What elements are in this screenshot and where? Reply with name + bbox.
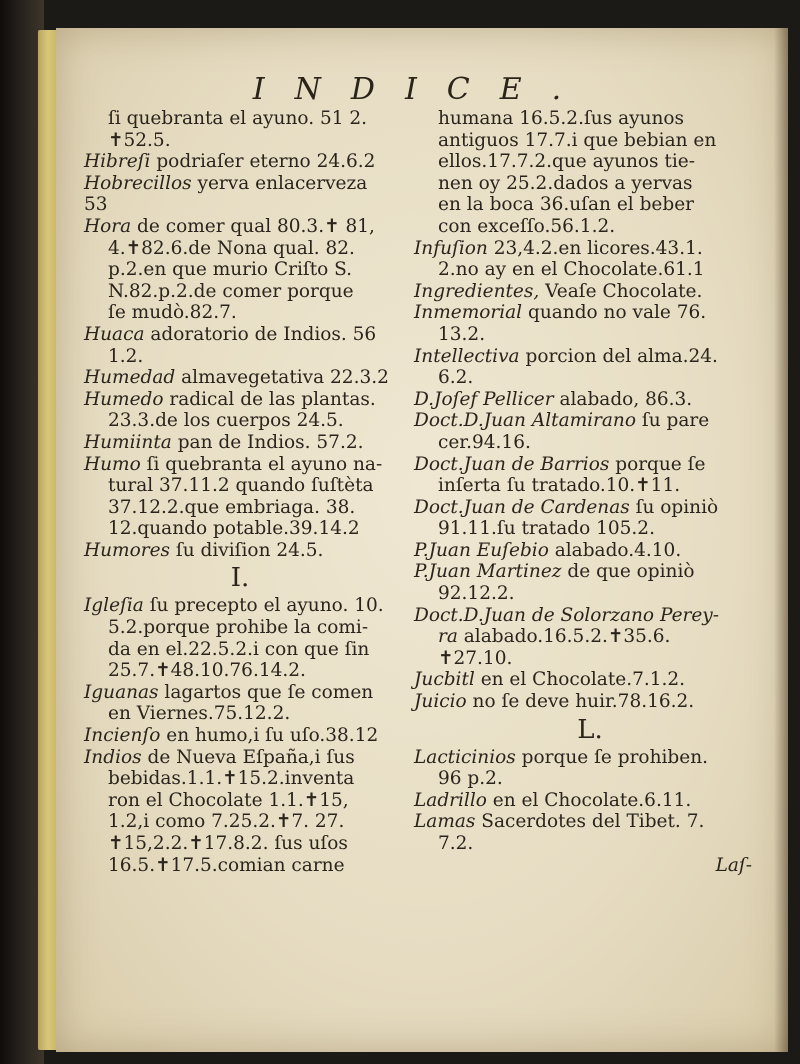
index-text: ✝15,2.2.✝17.8.2. ſus uſos [108, 833, 348, 854]
index-keyword: Lacticinios [414, 746, 516, 768]
index-keyword: Doct.D.Juan de Solorzano Perey- [414, 604, 720, 626]
index-text: no ſe deve huir.78.16.2. [466, 691, 695, 713]
index-keyword: Doct.D.Juan Altamirano [414, 410, 636, 432]
index-text: lagartos que ſe comen [158, 681, 374, 703]
index-keyword: Hobrecillos [84, 172, 192, 194]
index-entry-continuation [84, 768, 396, 790]
index-entry-continuation [84, 259, 396, 281]
index-entry [414, 410, 766, 432]
index-text: 37.12.2.que embriaga. 38. [108, 496, 356, 518]
index-text: antiguos 17.7.i que bebian en [438, 129, 717, 151]
index-entry-continuation [414, 259, 766, 281]
index-entry [84, 324, 396, 346]
index-entry [414, 238, 766, 260]
index-entry-continuation [414, 216, 766, 238]
catchword: Laſ- [715, 854, 752, 876]
index-text: de Nueva Eſpaña,i ſus [141, 746, 355, 768]
index-entry-continuation [84, 518, 396, 540]
index-text: ſu pare [635, 410, 710, 432]
index-entry [84, 389, 396, 411]
index-entry [84, 173, 396, 216]
index-entry [414, 540, 766, 562]
index-keyword: P.Juan Martinez [414, 561, 562, 583]
page-gutter-shadow [774, 28, 788, 1052]
index-entry-continuation [414, 108, 766, 130]
index-entry-continuation [414, 768, 766, 790]
index-text: radical de las plantas. [163, 388, 376, 410]
index-keyword: Humores [84, 539, 171, 561]
index-text: en humo,i ſu uſo.38.12 [160, 725, 379, 747]
index-entry-continuation [414, 130, 766, 152]
index-text: 7.2. [438, 833, 474, 854]
index-text: p.2.en que murio Criſto S. [108, 259, 353, 281]
index-keyword: Ingredientes, [414, 280, 540, 302]
index-keyword: Inmemorial [414, 302, 523, 324]
index-entry-continuation [414, 151, 766, 173]
index-text: ✝52.5. [108, 129, 171, 151]
index-keyword: Hibreſi [84, 151, 151, 173]
index-text: porque ſe prohiben. [515, 746, 708, 768]
index-text: quando no vale 76. [522, 302, 707, 324]
index-keyword: Intellectiva [414, 345, 520, 367]
index-text: Sacerdotes del Tibet. 7. [475, 811, 705, 833]
index-entry-continuation [414, 324, 766, 346]
index-entry-continuation [414, 833, 766, 855]
index-text: 13.2. [438, 323, 486, 345]
index-entry [414, 747, 766, 769]
index-entry [414, 605, 766, 627]
index-keyword: Doct.Juan de Cardenas [414, 496, 630, 518]
index-entry [84, 682, 396, 704]
index-text: ſu diviſion 24.5. [170, 539, 324, 561]
index-keyword: Indios [84, 746, 142, 768]
index-entry-continuation [84, 238, 396, 260]
index-text: 1.2,i como 7.25.2.✝7. 27. [108, 811, 345, 833]
index-text: en el Chocolate.7.1.2. [474, 669, 686, 691]
page-edge-gilded [38, 30, 58, 1050]
index-keyword: Incienſo [84, 725, 161, 747]
index-text: ſe mudò.82.7. [108, 302, 237, 324]
index-text: 16.5.✝17.5.comian carne [108, 854, 345, 876]
index-keyword: Lamas [414, 811, 476, 833]
index-text: 6.2. [438, 367, 474, 389]
index-text: pan de Indios. 57.2. [171, 431, 364, 453]
index-text: ſu opiniò [629, 496, 719, 518]
index-text: alabado.4.10. [548, 539, 682, 561]
index-entry [414, 346, 766, 368]
index-entry [414, 669, 766, 691]
index-entry [84, 216, 396, 238]
index-entry-continuation [414, 475, 766, 497]
index-entry-continuation [414, 583, 766, 605]
index-entry-continuation [84, 790, 396, 812]
index-text: ellos.17.7.2.que ayunos tie- [438, 151, 695, 173]
index-text: adoratorio de Indios. 56 [144, 323, 377, 345]
index-entry [414, 454, 766, 476]
index-text: da en el.22.5.2.i con que ſin [108, 638, 370, 660]
book-page [56, 28, 788, 1052]
index-text: alabado, 86.3. [553, 388, 693, 410]
index-entry [84, 595, 396, 617]
index-text: en el Chocolate.6.11. [486, 789, 692, 811]
index-keyword: Infuſion [414, 237, 488, 259]
index-text: ✝27.10. [438, 647, 513, 669]
index-text: porque ſe [609, 453, 706, 475]
index-entry-continuation [84, 617, 396, 639]
page-header: INDICE. [252, 72, 592, 107]
index-text: 23.3.de los cuerpos 24.5. [108, 410, 344, 432]
index-column-left [84, 108, 396, 876]
index-keyword: ra [438, 626, 458, 648]
index-text: humana 16.5.2.ſus ayunos [438, 108, 685, 129]
index-text: ſi quebranta el ayuno na- [140, 453, 383, 475]
index-entry-continuation [84, 811, 396, 833]
index-text: 12.quando potable.39.14.2 [108, 518, 360, 540]
index-entry-continuation [84, 497, 396, 519]
index-entry-continuation [84, 660, 396, 682]
index-entry-continuation [84, 475, 396, 497]
index-keyword: P.Juan Euſebio [414, 539, 549, 561]
index-text: N.82.p.2.de comer porque [108, 280, 354, 302]
index-entry-continuation [414, 173, 766, 195]
index-entry-continuation [84, 639, 396, 661]
index-entry [84, 454, 396, 476]
index-keyword: Iguanas [84, 681, 159, 703]
index-keyword: Huaca [84, 323, 145, 345]
index-text: 91.11.ſu tratado 105.2. [438, 518, 655, 540]
index-entry [414, 389, 766, 411]
index-entry [84, 725, 396, 747]
index-keyword: Doct.Juan de Barrios [414, 453, 610, 475]
index-column-right [414, 108, 766, 876]
index-entry-continuation [414, 194, 766, 216]
index-text: tural 37.11.2 quando ſuſtèta [108, 475, 374, 497]
index-entry-continuation [84, 302, 396, 324]
index-text: en la boca 36.uſan el beber [438, 194, 695, 216]
index-entry [84, 367, 396, 389]
index-entry-continuation [84, 410, 396, 432]
index-text: cer.94.16. [438, 431, 531, 453]
index-text: Veaſe Chocolate. [539, 280, 703, 302]
index-entry [84, 151, 396, 173]
index-entry [414, 497, 766, 519]
index-entry [414, 811, 766, 833]
index-text: yerva enlacerveza 53 [84, 172, 368, 216]
index-entry [84, 747, 396, 769]
index-text: nen oy 25.2.dados a yervas [438, 172, 693, 194]
index-entry-continuation [84, 130, 396, 152]
index-text: en Viernes.75.12.2. [108, 703, 291, 725]
index-entry [414, 790, 766, 812]
index-text: almavegetativa 22.3.2 [175, 367, 389, 389]
index-text: con exceſſo.56.1.2. [438, 215, 616, 237]
index-text: de comer qual 80.3.✝ 81, [131, 215, 375, 237]
index-text: 96 p.2. [438, 768, 503, 790]
index-keyword: Ladrillo [414, 789, 487, 811]
index-entry-continuation [84, 281, 396, 303]
index-text: ſu precepto el ayuno. 10. [143, 595, 384, 617]
index-text: 1.2. [108, 345, 144, 367]
index-text: ron el Chocolate 1.1.✝15, [108, 789, 349, 811]
index-text: bebidas.1.1.✝15.2.inventa [108, 768, 355, 790]
index-entry [414, 302, 766, 324]
index-entry-continuation [84, 855, 396, 877]
index-text: inſerta ſu tratado.10.✝11. [438, 475, 681, 497]
index-text: 4.✝82.6.de Nona qual. 82. [108, 237, 355, 259]
section-letter: L. [577, 714, 603, 745]
index-entry-continuation [84, 833, 396, 855]
index-entry-continuation [84, 703, 396, 725]
index-keyword: Humiinta [84, 431, 172, 453]
index-keyword: Hora [84, 215, 132, 237]
index-keyword: D.Joſef Pellicer [414, 388, 554, 410]
index-text: alabado.16.5.2.✝35.6. [457, 626, 671, 648]
index-entry [414, 691, 766, 713]
index-text: 2.no ay en el Chocolate.61.1 [438, 259, 705, 281]
index-entry-continuation [84, 108, 396, 130]
index-entry-continuation [414, 518, 766, 540]
index-text: 25.7.✝48.10.76.14.2. [108, 660, 306, 682]
index-keyword: Jucbitl [414, 669, 475, 691]
index-entry-continuation [84, 346, 396, 368]
index-keyword: Humo [84, 453, 141, 475]
index-text: 5.2.porque prohibe la comi- [108, 617, 369, 639]
index-entry [414, 561, 766, 583]
index-text: podriaſer eterno 24.6.2 [150, 151, 376, 173]
index-entry [84, 540, 396, 562]
index-entry-continuation [414, 367, 766, 389]
index-text: de que opiniò [561, 561, 695, 583]
index-keyword: Humedo [84, 388, 164, 410]
index-entry-continuation [414, 626, 766, 648]
index-entry [84, 432, 396, 454]
index-keyword: Juicio [414, 691, 467, 713]
index-entry-continuation [414, 648, 766, 670]
index-text: 23,4.2.en licores.43.1. [487, 237, 703, 259]
index-entry [414, 281, 766, 303]
index-text: 92.12.2. [438, 583, 515, 605]
index-text: ſi quebranta el ayuno. 51 2. [108, 108, 368, 129]
index-entry-continuation [414, 432, 766, 454]
index-keyword: Humedad [84, 367, 176, 389]
index-keyword: Igleſia [84, 595, 144, 617]
index-text: porcion del alma.24. [519, 345, 718, 367]
section-letter: I. [230, 563, 250, 594]
